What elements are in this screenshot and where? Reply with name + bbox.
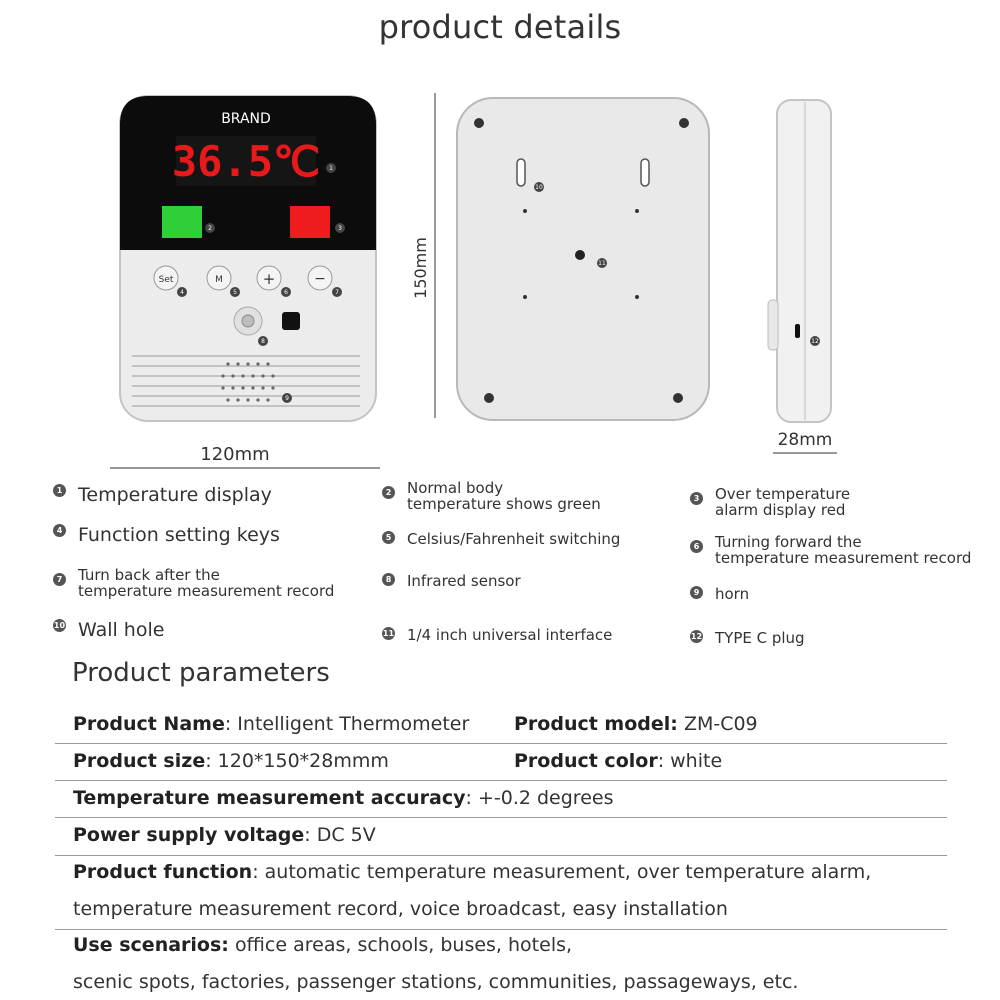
param-label: Product size (73, 750, 206, 772)
param-scenarios-continued (73, 971, 798, 993)
legend-item-8 (382, 573, 521, 589)
set-button: Set (158, 275, 174, 285)
brand-label: BRAND (221, 111, 271, 127)
param-label: Power supply voltage (73, 824, 305, 846)
tripod-interface (575, 250, 585, 260)
param-value: Intelligent Thermometer (237, 713, 470, 735)
number-badge: 6 (690, 540, 703, 553)
legend-item-7 (53, 567, 334, 599)
legend-text: Temperature display (78, 484, 272, 506)
m-button: M (215, 275, 223, 285)
param-function: Product function: automatic temperature measurement, over temperature alarm, (73, 861, 872, 883)
legend-item-6 (690, 534, 971, 566)
callout-10: 10 (535, 184, 543, 191)
param-value: ZM-C09 (683, 713, 758, 735)
legend-text: Infrared sensor (407, 572, 521, 590)
legend-text: horn (715, 585, 750, 603)
legend-text-line1: Turning forward the (715, 533, 862, 551)
temperature-readout: 36.5℃ (171, 137, 321, 186)
param-product-color: Product color: white (514, 750, 723, 772)
param-label: Use scenarios: (73, 934, 229, 956)
param-scenarios (73, 934, 572, 956)
height-label: 150mm (411, 237, 430, 299)
legend-item-10 (53, 619, 164, 641)
number-badge: 2 (382, 486, 395, 499)
legend-item-3 (690, 486, 850, 518)
legend-text: Celsius/Fahrenheit switching (407, 530, 621, 548)
width-label: 120mm (200, 444, 270, 465)
legend-item-9 (690, 586, 749, 602)
param-value: temperature measurement record, voice broadcast, easy installation (73, 898, 728, 920)
legend-text: Wall hole (78, 619, 165, 641)
number-badge: 9 (690, 586, 703, 599)
type-c-port (795, 324, 800, 338)
number-badge: 4 (53, 524, 66, 537)
legend-text-line1: Over temperature (715, 485, 851, 503)
callout-5: 5 (233, 289, 237, 296)
minus-button: − (314, 271, 326, 287)
divider (55, 817, 947, 818)
depth-label: 28mm (777, 430, 833, 450)
param-label: Product color (514, 750, 658, 772)
divider (55, 743, 947, 744)
number-badge: 3 (690, 492, 703, 505)
param-label: Product function (73, 861, 253, 883)
legend-text-line2: temperature measurement record (715, 549, 972, 567)
number-badge: 5 (382, 531, 395, 544)
number-badge: 8 (382, 573, 395, 586)
param-value: 120*150*28mmm (217, 750, 389, 772)
param-label: Product model: (514, 713, 678, 735)
param-accuracy: Temperature measurement accuracy: +-0.2 degrees (73, 787, 614, 809)
param-value: white (670, 750, 723, 772)
number-badge: 10 (53, 621, 66, 630)
side-view-illustration (765, 88, 845, 468)
legend-item-4 (53, 524, 280, 546)
legend-text-line1: Normal body (407, 479, 504, 497)
page-title: product details (378, 8, 622, 46)
param-label: Temperature measurement accuracy (73, 787, 466, 809)
param-product-size: Product size: 120*150*28mmm (73, 750, 389, 772)
callout-1: 1 (329, 165, 333, 172)
param-value: office areas, schools, buses, hotels, (234, 934, 573, 956)
plus-button: + (262, 270, 276, 288)
callout-12: 12 (811, 338, 819, 345)
param-function-continued (73, 898, 728, 920)
legend-text: TYPE C plug (715, 629, 805, 647)
param-product-model (514, 713, 758, 735)
legend-text-line2: temperature measurement record (78, 582, 335, 600)
legend-text-line1: Turn back after the (78, 566, 220, 584)
param-value: scenic spots, factories, passenger stations, communities, passageways, etc. (73, 971, 799, 993)
callout-9: 9 (285, 395, 289, 402)
parameters-title: Product parameters (72, 658, 330, 688)
legend-item-11 (382, 627, 612, 643)
divider (55, 929, 947, 930)
number-badge: 7 (53, 573, 66, 586)
callout-8: 8 (261, 338, 265, 345)
legend-text: Function setting keys (78, 524, 280, 546)
param-value: DC 5V (316, 824, 376, 846)
legend-item-1 (53, 484, 272, 506)
divider (55, 855, 947, 856)
back-view-illustration (410, 88, 730, 428)
number-badge: 1 (53, 484, 66, 497)
param-product-name: Product Name: Intelligent Thermometer (73, 713, 470, 735)
number-badge: 11 (382, 629, 395, 638)
callout-6: 6 (284, 289, 288, 296)
front-view-illustration (110, 88, 390, 473)
red-indicator (290, 206, 330, 238)
callout-4: 4 (180, 289, 184, 296)
param-voltage: Power supply voltage: DC 5V (73, 824, 376, 846)
legend-item-5 (382, 531, 620, 547)
legend-text: 1/4 inch universal interface (407, 626, 613, 644)
callout-3: 3 (338, 225, 342, 232)
param-label: Product Name (73, 713, 225, 735)
legend-item-2 (382, 480, 601, 512)
number-badge: 12 (690, 632, 703, 641)
divider (55, 780, 947, 781)
green-indicator (162, 206, 202, 238)
param-value: +-0.2 degrees (477, 787, 614, 809)
callout-11: 11 (598, 260, 606, 267)
legend-text-line2: temperature shows green (407, 495, 601, 513)
callout-7: 7 (335, 289, 339, 296)
legend-text-line2: alarm display red (715, 501, 846, 519)
param-value: automatic temperature measurement, over temperature alarm, (264, 861, 872, 883)
callout-2: 2 (208, 225, 212, 232)
legend-item-12 (690, 630, 805, 646)
